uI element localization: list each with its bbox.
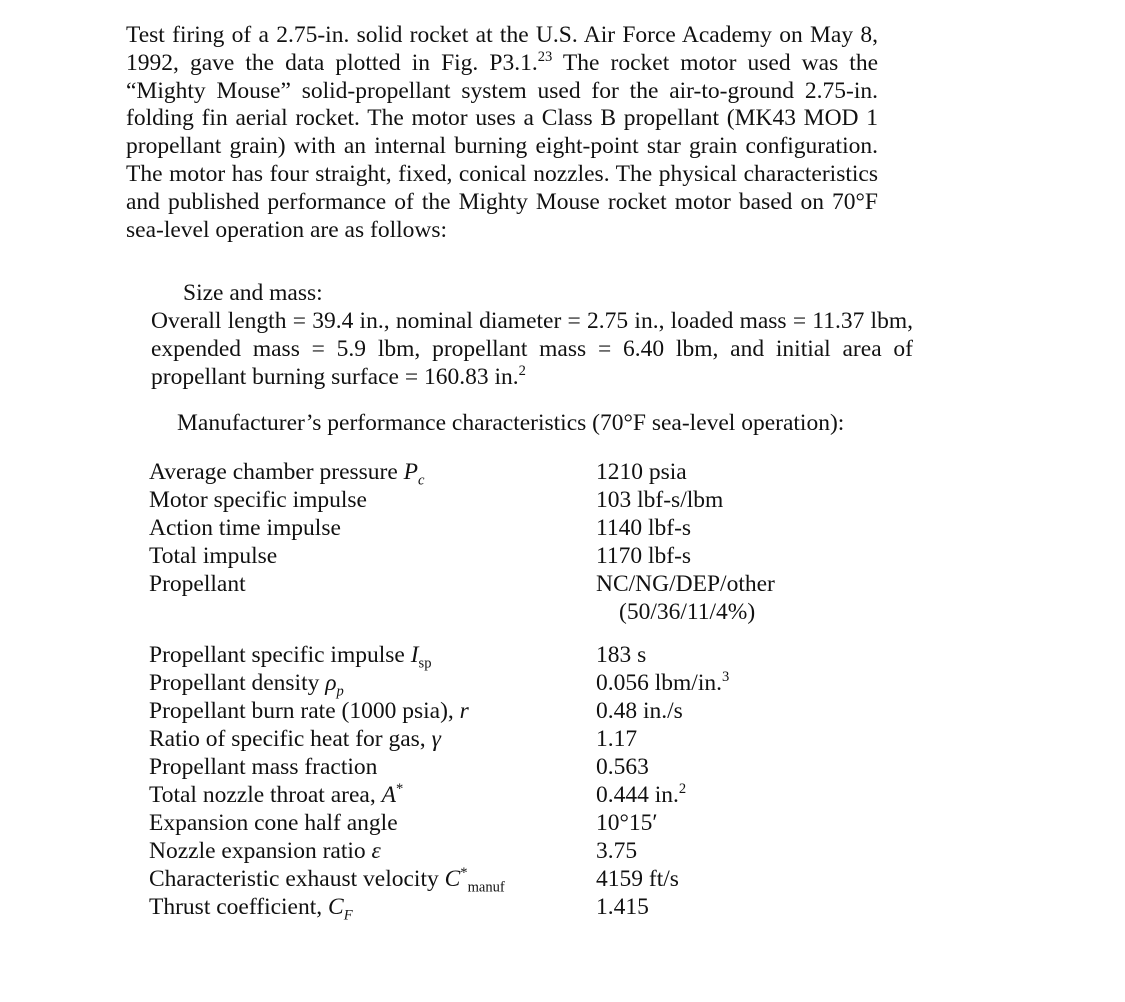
spec-row-throat-area xyxy=(149,781,849,809)
spec-value: 10°15′ xyxy=(596,810,658,837)
spec-label: Propellant xyxy=(149,571,246,598)
intro-text-continued: The rocket motor used was the “Mighty Mouse” solid-propellant system used for the air-to-ground 2.75-in. folding fin aerial rocket. The motor uses a Class B propellant (MK43 MOD 1 propellant grain) with an internal burning eight-point star grain configuration. The motor has four straight, fixed, conical nozzles. The physical characteristics and published performance of the Mighty Mouse rocket motor based on 70°F sea-level operation are as follows: xyxy=(126,49,878,243)
spec-label: Total nozzle throat area, A* xyxy=(149,781,404,809)
spec-label: Propellant density $\rho_p$ xyxy=(149,669,344,700)
spec-row-expansion-ratio xyxy=(149,837,849,865)
spec-label: Total impulse xyxy=(149,543,278,570)
spec-label: Nozzle expansion ratio ε xyxy=(149,838,381,865)
spec-value-continued: (50/36/11/4%) xyxy=(619,599,756,626)
spec-value: 1.415 xyxy=(596,894,649,921)
spec-value: 4159 ft/s xyxy=(596,866,679,893)
area-unit-exponent: 2 xyxy=(518,362,526,379)
spec-label: Propellant burn rate (1000 psia), r xyxy=(149,697,469,724)
spec-value: 0.444 in.$^2$ xyxy=(596,781,687,809)
spec-row-propellant-specific-impulse xyxy=(149,641,849,672)
spec-label: Motor specific impulse xyxy=(149,487,367,514)
spec-group-gap xyxy=(149,627,849,641)
intro-paragraph xyxy=(126,22,878,244)
spec-label: Propellant specific impulse $I_{sp}$ xyxy=(149,641,432,672)
intro-text: Test firing of a 2.75-in. solid rocket at the U.S. Air Force Academy on May 8, 1992, gave the data plotted in Fig. P3.1. xyxy=(126,22,878,76)
spec-value: 1210 psia xyxy=(596,459,687,485)
size-mass-paragraph xyxy=(151,308,913,391)
spec-row-burn-rate xyxy=(149,697,849,725)
spec-label: Average chamber pressure $P_c$ xyxy=(149,459,425,489)
spec-label: Thrust coefficient, $C_F$ xyxy=(149,894,353,925)
spec-value: 183 s xyxy=(596,641,647,668)
spec-value: 103 lbf-s/lbm xyxy=(596,487,724,514)
spec-row-cone-half-angle xyxy=(149,809,849,837)
spec-value: 0.563 xyxy=(596,753,649,780)
spec-row-mass-fraction xyxy=(149,753,849,781)
spec-value: 1.17 xyxy=(596,725,638,752)
performance-heading: Manufacturer’s performance characteristics (70°F sea-level operation): xyxy=(177,410,845,436)
spec-row-total-impulse xyxy=(149,542,849,570)
spec-label: Action time impulse xyxy=(149,515,341,542)
spec-label: Propellant mass fraction xyxy=(149,753,378,780)
spec-value: NC/NG/DEP/other xyxy=(596,571,775,598)
footnote-reference: 23 xyxy=(537,48,553,65)
spec-value: 1140 lbf-s xyxy=(596,515,692,542)
spec-value: 1170 lbf-s xyxy=(596,543,692,570)
size-mass-text: Overall length = 39.4 in., nominal diameter = 2.75 in., loaded mass = 11.37 lbm, expended mass = 5.9 lbm, propellant mass = 6.40 lbm, and initial area of propellant burning surface = 160.83 in. xyxy=(151,308,913,390)
spec-label: Expansion cone half angle xyxy=(149,810,398,837)
spec-row-characteristic-velocity xyxy=(149,865,849,896)
spec-value: 0.48 in./s xyxy=(596,697,683,724)
spec-value: 3.75 xyxy=(596,838,638,865)
spec-row-chamber-pressure xyxy=(149,458,849,489)
spec-label: Ratio of specific heat for gas, γ xyxy=(149,725,441,752)
spec-row-specific-heat-ratio xyxy=(149,725,849,753)
spec-label: Characteristic exhaust velocity $C^*_{manuf}$ xyxy=(149,865,505,896)
spec-row-propellant xyxy=(149,570,849,626)
spec-row-propellant-density xyxy=(149,668,849,700)
size-mass-heading: Size and mass: xyxy=(183,280,323,306)
spec-row-action-time-impulse xyxy=(149,514,849,542)
spec-row-motor-specific-impulse xyxy=(149,486,849,514)
spec-value: 0.056 lbm/in.$^3$ xyxy=(596,668,730,696)
spec-row-thrust-coefficient xyxy=(149,893,849,925)
performance-spec-list xyxy=(149,458,849,925)
